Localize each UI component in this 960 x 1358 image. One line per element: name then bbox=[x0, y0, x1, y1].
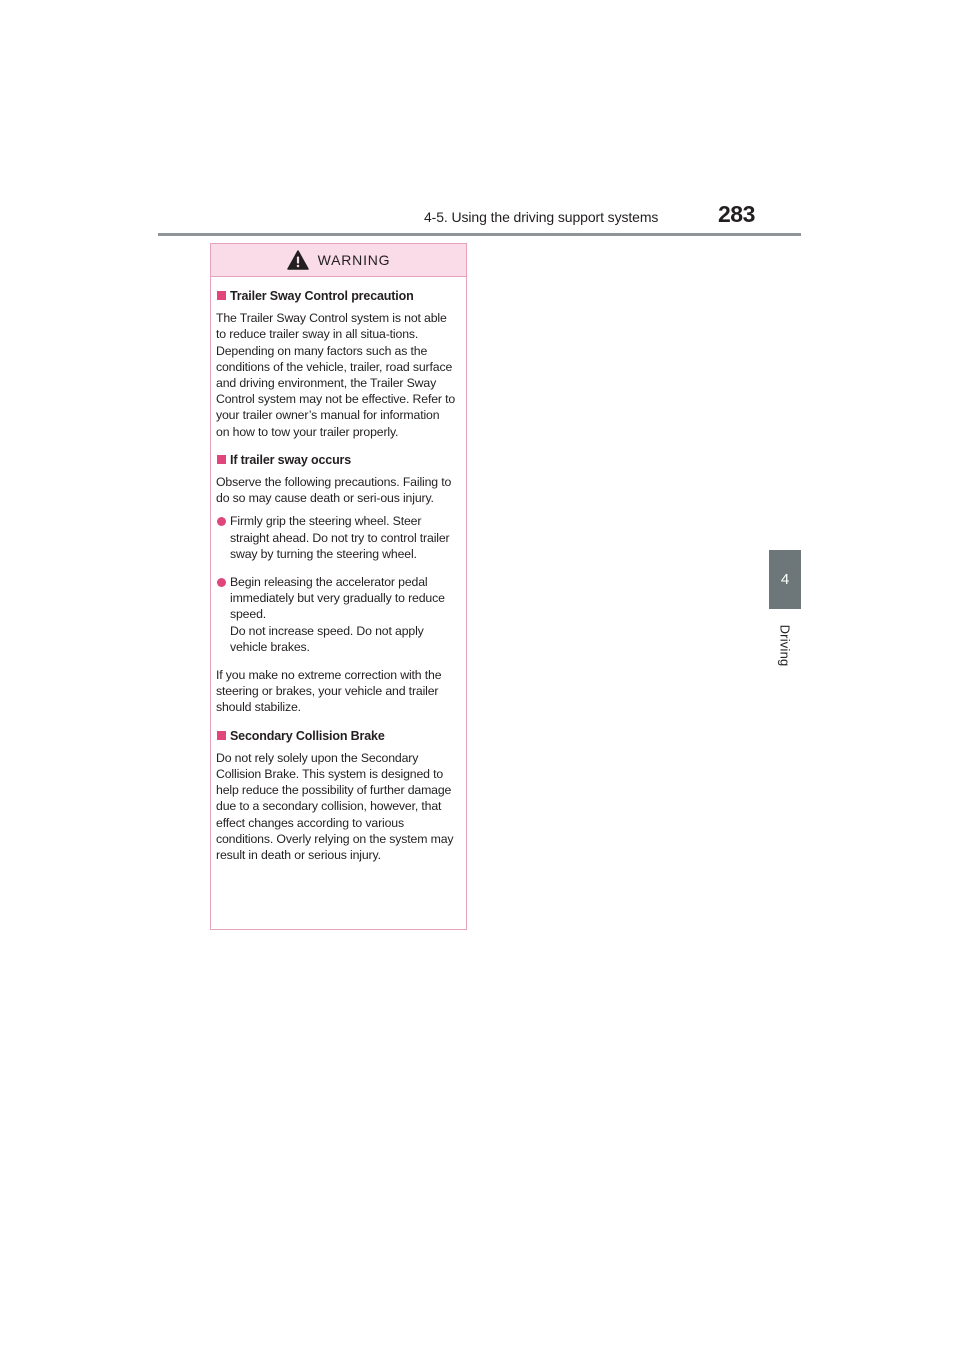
square-bullet-icon bbox=[217, 455, 226, 464]
round-bullet-icon bbox=[217, 578, 226, 587]
chapter-number: 4 bbox=[780, 571, 790, 588]
section-paragraph: The Trailer Sway Control system is not able to reduce trailer sway in all situa-tions. Depending on many factors such as the conditions of the vehicle, trailer, road surface and driving environment, the Trailer Sway Control system may not be effective. Refer to your trailer owner’s manual for information on how to tow your trailer properly. bbox=[216, 311, 456, 439]
chapter-label-container bbox=[763, 622, 807, 668]
bullet-text bbox=[230, 513, 456, 562]
bullet-text bbox=[230, 574, 456, 655]
page-number: 283 bbox=[718, 201, 755, 227]
header-rule bbox=[158, 233, 801, 236]
bullet-line: Firmly grip the steering wheel. Steer straight ahead. Do not try to control trailer sway by turning the steering wheel. bbox=[230, 514, 450, 561]
warning-body bbox=[211, 277, 466, 863]
warning-header bbox=[211, 244, 466, 277]
chapter-tab bbox=[769, 550, 801, 609]
closing-paragraph: If you make no extreme correction with the steering or brakes, your vehicle and trailer should stabilize. bbox=[216, 668, 442, 715]
section-title: 4-5. Using the driving support systems bbox=[424, 209, 659, 225]
bullet-item bbox=[216, 513, 456, 562]
square-bullet-icon bbox=[217, 731, 226, 740]
bullet-line: Begin releasing the accelerator pedal immediately but very gradually to reduce speed. bbox=[230, 575, 445, 622]
section-heading-text: If trailer sway occurs bbox=[230, 452, 352, 467]
section-heading bbox=[216, 728, 456, 744]
warning-title: WARNING bbox=[317, 252, 391, 268]
chapter-label: Driving bbox=[777, 624, 793, 666]
section-heading-text: Secondary Collision Brake bbox=[230, 728, 385, 743]
bullet-line: Do not increase speed. Do not apply vehicle brakes. bbox=[230, 623, 424, 654]
warning-triangle-icon bbox=[287, 250, 309, 270]
section-heading bbox=[216, 452, 456, 468]
bullet-item bbox=[216, 574, 456, 655]
section-heading-text: Trailer Sway Control precaution bbox=[230, 289, 414, 303]
square-bullet-icon bbox=[217, 291, 226, 300]
section-paragraph: Observe the following precautions. Failing to do so may cause death or seri-ous injury. bbox=[216, 475, 452, 506]
section-paragraph: Do not rely solely upon the Secondary Collision Brake. This system is designed to help reduce the possibility of further damage due to a secondary collision, however, that effect changes according to various conditions. Overly relying on the system may result in death or serious injury. bbox=[216, 750, 454, 863]
section-heading bbox=[216, 288, 456, 304]
round-bullet-icon bbox=[217, 517, 226, 526]
warning-box bbox=[210, 243, 467, 930]
